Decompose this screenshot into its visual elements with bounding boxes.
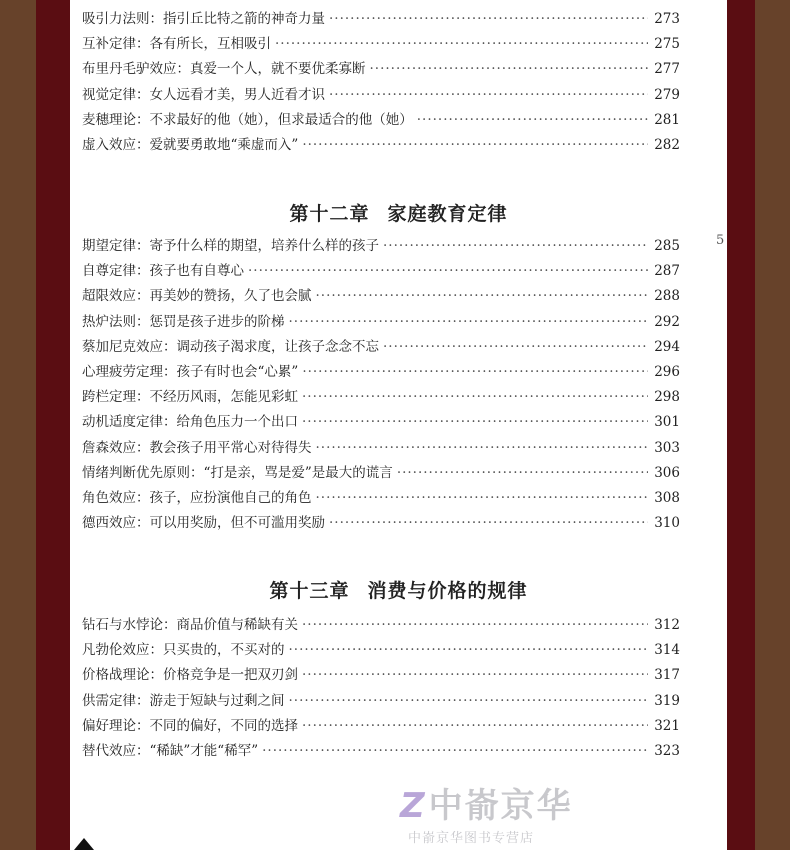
toc-entry-title: 吸引力法则：指引丘比特之箭的神奇力量: [82, 11, 325, 27]
toc-entry-title: 钻石与水悖论：商品价值与稀缺有关: [82, 617, 298, 633]
leader-dots: [316, 486, 649, 511]
chapter-title: 消费与价格的规律: [367, 580, 528, 602]
chapter-12-heading: [70, 199, 727, 226]
toc-entry-page: 317: [654, 667, 680, 684]
leader-dots: [302, 360, 648, 385]
toc-entry: [82, 259, 680, 284]
toc-entry-page: 287: [654, 263, 680, 280]
toc-entry-page: 314: [654, 642, 680, 659]
leader-dots: [383, 234, 648, 259]
toc-entry: [82, 360, 680, 385]
toc-chapter-13: [82, 613, 680, 764]
leader-dots: [248, 259, 648, 284]
toc-entry: [82, 461, 680, 486]
toc-entry-title: 互补定律：各有所长，互相吸引: [82, 36, 271, 53]
chapter-13-heading: [70, 576, 727, 603]
leader-dots: [302, 613, 648, 638]
toc-entry-title: 自尊定律：孩子也有自尊心: [82, 263, 244, 280]
toc-chapter-12: [82, 234, 680, 536]
toc-entry-title: 心理疲劳定理：孩子有时也会“心累”: [82, 363, 299, 380]
toc-entry-title: 布里丹毛驴效应：真爱一个人，就不要优柔寡断: [82, 61, 366, 78]
toc-entry-title: 虚入效应：爱就要勇敢地“乘虚而入”: [82, 136, 299, 153]
logo-mark-icon: Z: [400, 786, 427, 826]
toc-entry: [82, 32, 680, 57]
watermark-logo: [400, 778, 573, 827]
toc-entry-page: 296: [654, 363, 680, 380]
leader-dots: [329, 7, 648, 32]
toc-entry-page: 312: [654, 617, 680, 633]
toc-entry: [82, 284, 680, 309]
toc-entry: [82, 663, 680, 688]
corner-triangle-mark: [74, 838, 94, 850]
toc-entry-title: 偏好理论：不同的偏好，不同的选择: [82, 717, 298, 734]
leader-dots: [289, 638, 649, 663]
toc-entry: [82, 310, 680, 335]
watermark-subtitle: 中嵛京华图书专营店: [408, 831, 535, 846]
leader-dots: [289, 689, 649, 714]
toc-entry: [82, 133, 680, 158]
toc-entry-title: 凡勃伦效应：只买贵的，不买对的: [82, 642, 285, 659]
leader-dots: [302, 410, 648, 435]
toc-entry: [82, 108, 680, 133]
toc-entry-page: 310: [654, 515, 680, 532]
toc-entry-title: 期望定律：寄予什么样的期望，培养什么样的孩子: [82, 238, 379, 254]
toc-entry-title: 蔡加尼克效应：调动孩子渴求度，让孩子念念不忘: [82, 338, 379, 355]
toc-entry-title: 跨栏定理：不经历风雨，怎能见彩虹: [82, 389, 298, 406]
leader-dots: [316, 436, 649, 461]
leader-dots: [397, 461, 648, 486]
toc-entry-page: 301: [654, 414, 680, 431]
toc-entry: [82, 234, 680, 259]
toc-entry: [82, 410, 680, 435]
toc-entry: [82, 638, 680, 663]
right-border-band: [727, 0, 755, 850]
leader-dots: [329, 83, 648, 108]
leader-dots: [302, 385, 648, 410]
leader-dots: [383, 335, 648, 360]
toc-entry-title: 情绪判断优先原则：“打是亲，骂是爱”是最大的谎言: [82, 464, 393, 481]
toc-entry-title: 角色效应：孩子，应扮演他自己的角色: [82, 489, 312, 506]
toc-entry-page: 275: [654, 36, 680, 53]
watermark-logo-text: 中嵛京华: [428, 786, 573, 826]
toc-entry-page: 306: [654, 464, 680, 481]
toc-entry: [82, 511, 680, 536]
toc-entry-page: 294: [654, 338, 680, 355]
leader-dots: [302, 663, 648, 688]
toc-entry-title: 替代效应：“稀缺”才能“稀罕”: [82, 742, 259, 759]
toc-entry-title: 麦穗理论：不求最好的他（她），但求最适合的他（她）: [82, 111, 413, 128]
leader-dots: [302, 133, 648, 158]
toc-entry-page: 319: [654, 692, 680, 709]
toc-entry-title: 德西效应：可以用奖励，但不可滥用奖励: [82, 515, 325, 532]
leader-dots: [262, 739, 648, 764]
toc-entry-title: 热炉法则：惩罚是孩子进步的阶梯: [82, 313, 285, 330]
chapter-title: 家庭教育定律: [387, 203, 508, 225]
toc-entry-title: 超限效应：再美妙的赞扬，久了也会腻: [82, 288, 312, 305]
toc-entry-title: 动机适度定律：给角色压力一个出口: [82, 414, 298, 431]
left-border-band: [36, 0, 70, 850]
toc-entry: [82, 714, 680, 739]
toc-entry: [82, 83, 680, 108]
toc-entry-page: 308: [654, 489, 680, 506]
toc-entry-page: 288: [654, 288, 680, 305]
toc-entry-page: 292: [654, 313, 680, 330]
leader-dots: [329, 511, 648, 536]
toc-entry-page: 282: [654, 136, 680, 153]
toc-entry: [82, 613, 680, 638]
leader-dots: [370, 57, 649, 82]
toc-entry-page: 273: [654, 11, 680, 27]
chapter-number: 第十二章: [289, 203, 370, 225]
toc-entry-title: 视觉定律：女人远看才美，男人近看才识: [82, 86, 325, 103]
leader-dots: [417, 108, 648, 133]
leader-dots: [316, 284, 649, 309]
toc-entry-page: 303: [654, 439, 680, 456]
toc-top-section: [82, 7, 680, 158]
toc-entry: [82, 335, 680, 360]
toc-entry: [82, 57, 680, 82]
toc-entry-page: 323: [654, 742, 680, 759]
toc-entry-page: 298: [654, 389, 680, 406]
toc-entry-page: 285: [654, 238, 680, 254]
toc-entry: [82, 7, 680, 32]
toc-entry-title: 供需定律：游走于短缺与过剩之间: [82, 692, 285, 709]
toc-entry: [82, 385, 680, 410]
leader-dots: [302, 714, 648, 739]
store-watermark: [400, 778, 573, 846]
toc-entry: [82, 739, 680, 764]
toc-entry-page: 321: [654, 717, 680, 734]
page-number: 5: [716, 233, 725, 248]
toc-entry-page: 281: [654, 111, 680, 128]
toc-entry: [82, 486, 680, 511]
toc-entry-page: 279: [654, 86, 680, 103]
toc-entry: [82, 689, 680, 714]
chapter-number: 第十三章: [269, 580, 350, 602]
leader-dots: [289, 310, 649, 335]
toc-entry-page: 277: [654, 61, 680, 78]
toc-entry: [82, 436, 680, 461]
leader-dots: [275, 32, 648, 57]
toc-entry-title: 价格战理论：价格竞争是一把双刃剑: [82, 667, 298, 684]
toc-entry-title: 詹森效应：教会孩子用平常心对待得失: [82, 439, 312, 456]
